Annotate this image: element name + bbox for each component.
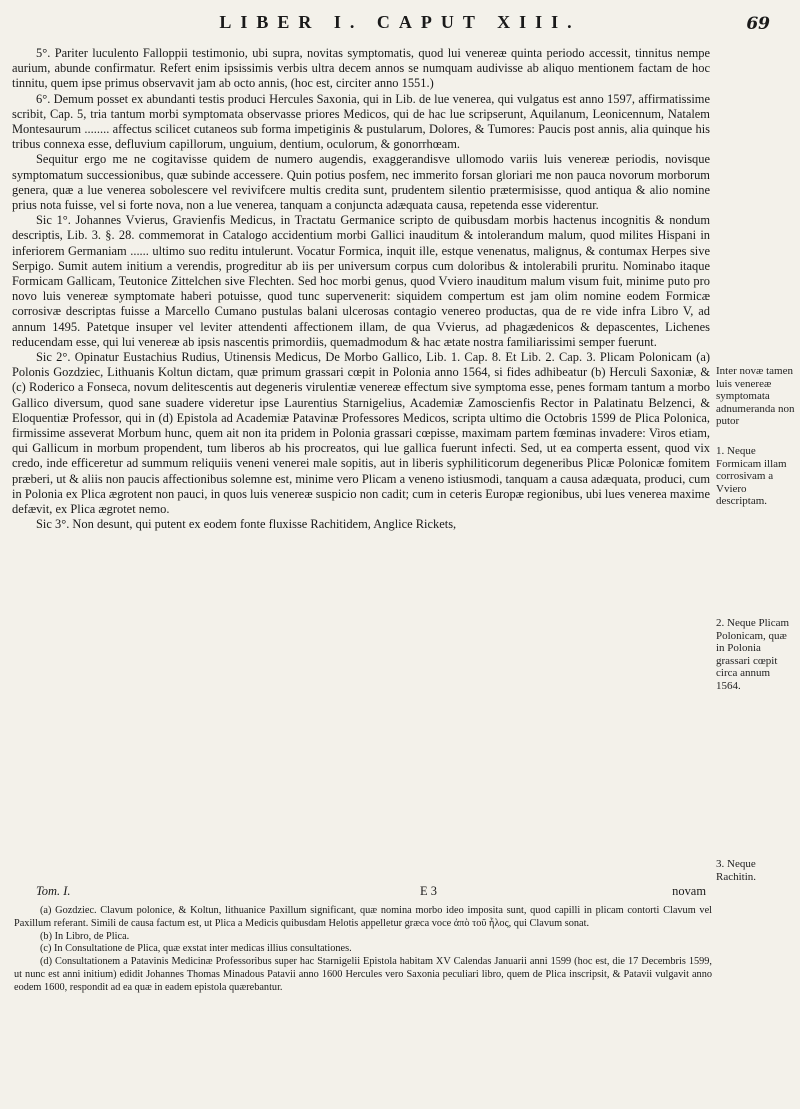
signature-mark: E 3	[420, 884, 437, 898]
running-title: LIBER I. CAPUT XIII.	[219, 12, 581, 32]
marginal-note-formica: 1. Neque Formicam illam corrosivam a Vviero descriptam.	[716, 445, 787, 508]
footnotes	[14, 905, 712, 995]
footnote-c: (c) In Consultatione de Plica, quæ exstat inter medicas illius consultationes.	[40, 943, 352, 955]
footnote-b: (b) In Libro, de Plica.	[40, 930, 130, 942]
footnote-d: (d) Consultationem a Patavinis Medicinæ Professoribus super hac Starnigelii Epistola habitam XV Calendas Januarii anni 1599 (hoc est, die 17 Decembris 1599, ut nunc est anni initium) edidit Johannes Thomas Minadous Patavii anno 1600 Hercules vero Saxonia peculiari libro, quem de Plica inscripsit, & Patavii vulgavit anno eodem 1600, respondit ad ea quæ in eadem epistola quærebantur.	[14, 956, 712, 993]
marginal-note-rachitis: 3. Neque Rachitin.	[716, 858, 757, 883]
footnote-a: (a) Gozdziec. Clavum polonice, & Koltun, lithuanice Paxillum significant, quæ nomina morbo ideo imposita sunt, quod capilli in plicam contorti Clavum vel Paxillum referant. Simili de causa factum est, ut Plica a Medicis quibusdam Helotis appelletur græca voce ἀπὸ τοῦ ἧλος, qui Clavum sonat.	[14, 905, 712, 929]
page-header	[0, 12, 800, 40]
volume-mark: Tom. I.	[36, 884, 71, 898]
main-text	[12, 46, 710, 533]
paragraph-sequitur: Sequitur ergo me ne cogitavisse quidem de numero augendis, exaggerandisve ullomodo variis luis venereæ periodis, novisque symptomatum successionibus, quæ subinde accessere. Quin potius posfem, nec immerito forsan gloriari me non pauca novorum morborum genera, quæ a lue venerea sobolescere vel revivifcere multis credita sunt, prudentem silentio prætermisisse, quod antiqua & alio nomine prius nota fuisse, vel si forte nova, non a lue venerea, tanquam a conjuncta adæquata causa, repetenda esse viderentur.	[12, 152, 710, 213]
catchline	[12, 884, 710, 900]
paragraph-formica: Sic 1°. Johannes Vvierus, Gravienfis Medicus, in Tractatu Germanice scripto de quibusdam morbis hactenus incognitis & nondum descriptis, Lib. 3. §. 28. commemorat in Catalogo accidentium morbi Gallici inauditum & intolerandum malum, quod milites Hispani in inferiorem Germaniam ...... ultimo suo reditu intulerunt. Vocatur Formica, inquit ille, estque venenatus, malignus, & contumax Herpes sive Serpigo. Sumit autem initium a verendis, progreditur ab iis per universum corpus cum doloribus & intolerabili pruritu. Nominabo itaque Formicam Gallicam, Teutonice Zittelchen sive Flechten. Sed hoc morbi genus, quod Vviero inauditum malum visum fuit, minime puto pro novo luis venereæ symptomate haberi potuisse, quod tunc supervenerit: siquidem compertum est jam olim nomine eodem Formicæ corrosivæ descriptas fuisse a Marcello Cumano pustulas balani ulcerosas contagio venereo productas, qua de re vide infra Libro V, ad annum 1495. Patetque insuper vel leviter attendenti affectionem illam, de qua Vvierus, ad phagædenicos & depascentes, Lichenes reducendam esse, qui lui venereæ ab ipsis nascentis primordiis, quemadmodum & hac ætate nostra familiarissimi semper fuerunt.	[12, 213, 710, 349]
marginal-note-inter-novae: Inter novæ tamen luis venereæ symptomata adnumeranda non putor	[716, 365, 795, 428]
catchword: novam	[672, 884, 706, 898]
paragraph-6: 6°. Demum posset ex abundanti testis produci Hercules Saxonia, qui in Lib. de lue venerea, qui vulgatus est anno 1597, affirmatissime scribit, Cap. 5, tria tantum morbi symptomata observasse priores Medicos, qui de hac lue scripserunt, Aquilanum, Leonicennum, Natalem Montesaurum ........ affectus scilicet cutaneos sub forma impetiginis & pustularum, Dolores, & Tumores: Paucis post annis, alia quinque his tribus connexa esse, defluvium capillorum, unguium, dentium, oculorum, & gonorrhœam.	[12, 91, 710, 152]
paragraph-rachitis: Sic 3°. Non desunt, qui putent ex eodem fonte fluxisse Rachitidem, Anglice Rickets,	[36, 517, 457, 532]
marginal-note-plica: 2. Neque Plicam Polonicam, quæ in Polonia grassari cœpit circa annum 1564.	[716, 617, 790, 692]
page-number: 69	[746, 14, 770, 34]
paragraph-5: 5°. Pariter luculento Falloppii testimonio, ubi supra, novitas symptomatis, quod lui venereæ quinta periodo accessit, tinnitus nempe aurium, abunde confirmatur. Refert enim ipsissimis verbis ultra decem annos se numquam audivisse ab aliquo mentionem factam de hoc tinnitu, quem ipse primus observavit jam ab octo annis, (hoc est, circiter anno 1551.)	[12, 46, 710, 91]
paragraph-plica: Sic 2°. Opinatur Eustachius Rudius, Utinensis Medicus, De Morbo Gallico, Lib. 1. Cap. 8. Et Lib. 2. Cap. 3. Plicam Polonicam (a) Polonis Gozdziec, Lithuanis Koltun dictam, quæ primum grassari cœpit in Polonia anno 1564, si fides adhibeatur (b) Herculi Saxoniæ, & (c) Roderico a Fonseca, novum delitescentis aut degeneris virulentiæ venereæ effectum sive symptoma esse, penes formam tantum a morbo Gallico diversum, quod sane suadere videretur ipse Laurentius Starnigelius, Academiæ Zamoscienfis Rector in Palatinatu Belzenci, & Eloquentiæ Professor, qui in (d) Epistola ad Academiæ Patavinæ Professores Medicos, scripta ultimo die Octobris 1599 de Plica Polonica, firmissime asseverat Morbum hunc, quem ait non ita pridem in Polonia grassari cœpisse, maximam partem fœminas invadere: Viros etiam, qui Gallicum in morbum propendent, tum liberos ab his procreatos, qui lue gallica fuerunt infecti. Sed, ut ea comperta essent, quod vix credo, inde efficeretur ad summum reliquiis veneni venerei male sopitis, aut in liberis syphiliticorum degeneribus Plicæ Polonicæ fomitem præberi, ut & aliis non paucis affectionibus solemne est, minime vero Plicam a veneno istiusmodi, tanquam a causa adæquata, produci, cum in Polonia ex Plica ægrotent non pauci, in quos luis venereæ suspicio non cadit; cum in ceteris Europæ regionibus, ubi lues venerea maxime defævit, ex Plica ægrotet nemo.	[12, 350, 710, 517]
